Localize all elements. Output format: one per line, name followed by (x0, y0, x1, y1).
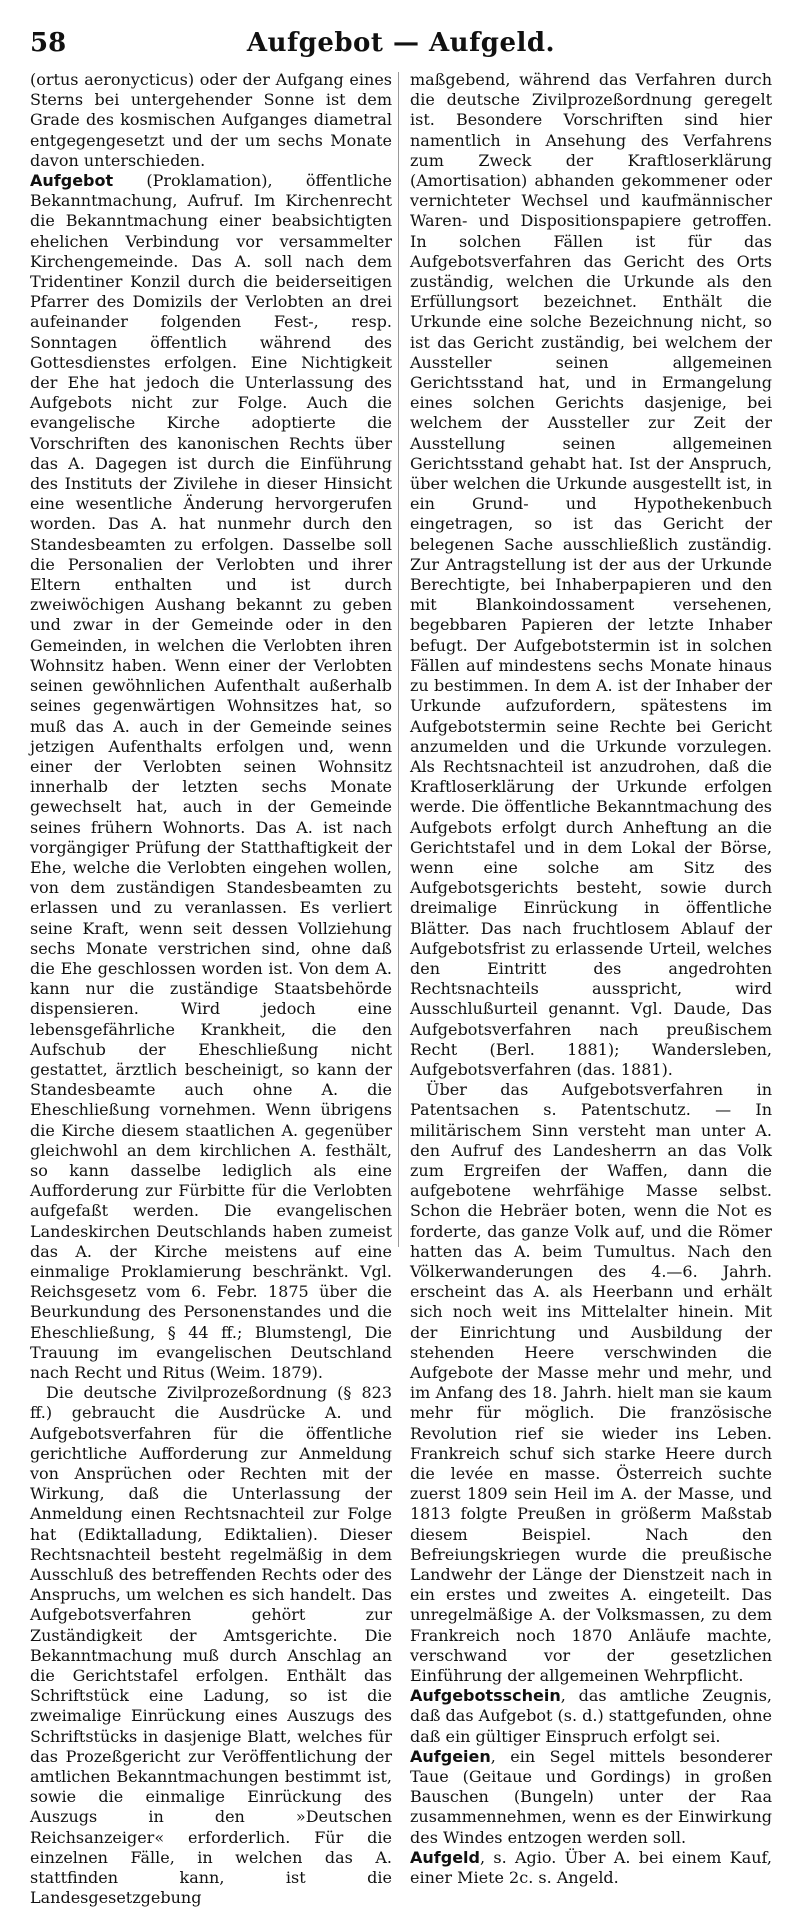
page-number: 58 (30, 28, 67, 58)
entry-text: (Proklamation), öffentliche Bekanntmachung, Aufruf. Im Kirchenrecht die Bekanntmachung einer beabsichtigten ehelichen Verbindung vor versammelter Kirchengemeinde. Das A. soll nach dem Tridentiner Konzil durch die beiderseitigen Pfarrer des Domizils der Verlobten an drei aufeinander folgenden Fest-, resp. Sonntagen öffentlich während des Gottesdienstes erfolgen. Eine Nichtigkeit der Ehe hat jedoch die Unterlassung des Aufgebots nicht zur Folge. Auch die evangelische Kirche adoptierte die Vorschriften des kanonischen Rechts über das A. Dagegen ist durch die Einführung des Instituts der Zivilehe in dieser Hinsicht eine wesentliche Änderung hervorgerufen worden. Das A. hat nunmehr durch den Standesbeamten zu erfolgen. Dasselbe soll die Personalien der Verlobten und ihrer Eltern enthalten und ist durch zweiwöchigen Aushang bekannt zu geben und zwar in der Gemeinde oder in den Gemeinden, in welchen die Verlobten ihren Wohnsitz haben. Wenn einer der Verlobten seinen gewöhnlichen Aufenthalt außerhalb seines gegenwärtigen Wohnsitzes hat, so muß das A. auch in der Gemeinde seines jetzigen Aufenthalts erfolgen und, wenn einer der Verlobten seinen Wohnsitz innerhalb der letzten sechs Monate gewechselt hat, auch in der Gemeinde seines frühern Wohnorts. Das A. ist nach vorgängiger Prüfung der Statthaftigkeit der Ehe, welche die Verlobten eingehen wollen, von dem zuständigen Standesbeamten zu erlassen und zu veranlassen. Es verliert seine Kraft, wenn seit dessen Vollziehung sechs Monate verstrichen sind, ohne daß die Ehe geschlossen worden ist. Von dem A. kann nur die zuständige Staatsbehörde dispensieren. Wird jedoch eine lebensgefährliche Krankheit, die den Aufschub der Eheschließung nicht gestattet, ärztlich bescheinigt, so kann der Standesbeamte auch ohne A. die Eheschließung vornehmen. Wenn übrigens die Kirche diesem staatlichen A. gegenüber gleichwohl an dem kirchlichen A. festhält, so kann dasselbe lediglich als eine Aufforderung zur Fürbitte für die Verlobten aufgefaßt werden. Die evangelischen Landeskirchen Deutschlands haben zumeist das A. der Kirche meistens auf eine einmalige Proklamierung beschränkt. Vgl. Reichsgesetz vom 6. Febr. 1875 über die Beurkundung des Personenstandes und die Eheschließung, § 44 ff.; Blumstengl, Die Trauung im evangelischen Deutschland nach Recht und Ritus (Weim. 1879). (30, 171, 392, 1382)
entry-aufgebot (30, 171, 392, 1383)
entry-text: , s. Agio. Über A. bei einem Kauf, einer Miete 2c. s. Angeld. (410, 1847, 772, 1888)
entry-text: , das amtliche Zeugnis, daß das Aufgebot (s. d.) stattgefunden, ohne daß ein gültiger Einspruch erfolgt sei. (410, 1686, 772, 1746)
column-divider (398, 72, 399, 1247)
left-column (30, 70, 392, 1908)
running-head: Aufgebot — Aufgeld. (246, 28, 556, 58)
entry-aufgeien (410, 1747, 772, 1848)
paragraph-zivilprozess: Die deutsche Zivilprozeßordnung (§ 823 ff.) gebraucht die Ausdrücke A. und Aufgebotsverfahren für die öffentliche gerichtliche Aufforderung zur Anmeldung von Ansprüchen oder Rechten mit der Wirkung, daß die Unterlassung der Anmeldung einen Rechtsnachteil zur Folge hat (Ediktalladung, Ediktalien). Dieser Rechtsnachteil besteht regelmäßig in dem Ausschluß des betreffenden Rechts oder des Anspruchs, um welchen es sich handelt. Das Aufgebotsverfahren gehört zur Zuständigkeit der Amtsgerichte. Die Bekanntmachung muß durch Anschlag an die Gerichtstafel erfolgen. Enthält das Schriftstück eine Ladung, so ist die zweimalige Einrückung eines Auszugs des Schriftstücks in dasjenige Blatt, welches für das Prozeßgericht zur Veröffentlichung der amtlichen Bekanntmachungen bestimmt ist, sowie die einmalige Einrückung des Auszugs in den »Deutschen Reichsanzeiger« erforderlich. Für die einzelnen Fälle, in welchen das A. stattfinden kann, ist die Landesgesetzgebung (30, 1383, 392, 1908)
entry-aufgebotsschein (410, 1686, 772, 1747)
entry-headword: Aufgebot (30, 171, 114, 191)
right-column (410, 70, 772, 1888)
entry-headword: Aufgeien (410, 1746, 491, 1766)
entry-aufgeld (410, 1848, 772, 1888)
paragraph-ortus: (ortus aeronycticus) oder der Aufgang eines Sterns bei untergehender Sonne ist dem Grade des kosmischen Aufganges diametral entgegengesetzt und der um sechs Monate davon unterschieden. (30, 70, 392, 170)
entry-headword: Aufgebotsschein (410, 1686, 561, 1706)
entry-text: , ein Segel mittels besonderer Taue (Geitaue und Gordings) in großen Bauschen (Bungeln) unter der Raa zusammennehmen, wenn es der Einwirkung des Windes entzogen werden soll. (410, 1746, 772, 1847)
page-header (30, 22, 772, 66)
entry-headword: Aufgeld (410, 1847, 480, 1867)
paragraph-continuation: maßgebend, während das Verfahren durch die deutsche Zivilprozeßordnung geregelt ist. Besondere Vorschriften sind hier namentlich in Ansehung des Verfahrens zum Zweck der Kraftloserklärung (Amortisation) abhanden gekommener oder vernichteter Wechsel und kaufmännischer Waren- und Dispositionspapiere getroffen. In solchen Fällen ist für das Aufgebotsverfahren das Gericht des Orts zuständig, welchen die Urkunde als den Erfüllungsort bezeichnet. Enthält die Urkunde eine solche Bezeichnung nicht, so ist das Gericht zuständig, bei welchem der Aussteller seinen allgemeinen Gerichtsstand hat, und in Ermangelung eines solchen Gerichts dasjenige, bei welchem der Aussteller zur Zeit der Ausstellung seinen allgemeinen Gerichtsstand gehabt hat. Ist der Anspruch, über welchen die Urkunde ausgestellt ist, in ein Grund- und Hypothekenbuch eingetragen, so ist das Gericht der belegenen Sache ausschließlich zuständig. Zur Antragstellung ist der aus der Urkunde Berechtigte, bei Inhaberpapieren und den mit Blankoindossament versehenen, begebbaren Papieren der letzte Inhaber befugt. Der Aufgebotstermin ist in solchen Fällen auf mindestens sechs Monate hinaus zu bestimmen. In dem A. ist der Inhaber der Urkunde aufzufordern, spätestens im Aufgebotstermin seine Rechte bei Gericht anzumelden und die Urkunde vorzulegen. Als Rechtsnachteil ist anzudrohen, daß die Kraftloserklärung der Urkunde erfolgen werde. Die öffentliche Bekanntmachung des Aufgebots erfolgt durch Anheftung an die Gerichtstafel und in dem Lokal der Börse, wenn eine solche am Sitz des Aufgebotsgerichts besteht, sowie durch dreimalige Einrückung in öffentliche Blätter. Das nach fruchtlosem Ablauf der Aufgebotsfrist zu erlassende Urteil, welches den Eintritt des angedrohten Rechtsnachteils ausspricht, wird Ausschlußurteil genannt. Vgl. Daude, Das Aufgebotsverfahren nach preußischem Recht (Berl. 1881); Wandersleben, Aufgebotsverfahren (das. 1881). (410, 70, 772, 1079)
paragraph-military: Über das Aufgebotsverfahren in Patentsachen s. Patentschutz. — In militärischem Sinn versteht man unter A. den Aufruf des Landesherrn an das Volk zum Ergreifen der Waffen, dann die aufgebotene wehrfähige Masse selbst. Schon die Hebräer boten, wenn die Not es forderte, das ganze Volk auf, und die Römer hatten das A. beim Tumultus. Nach den Völkerwanderungen des 4.—6. Jahrh. erscheint das A. als Heerbann und erhält sich noch weit ins Mittelalter hinein. Mit der Einrichtung und Ausbildung der stehenden Heere verschwinden die Aufgebote der Masse mehr und mehr, und im Anfang des 18. Jahrh. hielt man sie kaum mehr für möglich. Die französische Revolution rief sie wieder ins Leben. Frankreich schuf sich starke Heere durch die levée en masse. Österreich suchte zuerst 1809 sein Heil im A. der Masse, und 1813 folgte Preußen in größerm Maßstab diesem Beispiel. Nach den Befreiungskriegen wurde die preußische Landwehr der Länge der Dienstzeit nach in ein erstes und zweites A. eingeteilt. Das unregelmäßige A. der Volksmassen, zu dem Frankreich noch 1870 Anläufe machte, verschwand vor der gesetzlichen Einführung der allgemeinen Wehrpflicht. (410, 1080, 772, 1686)
